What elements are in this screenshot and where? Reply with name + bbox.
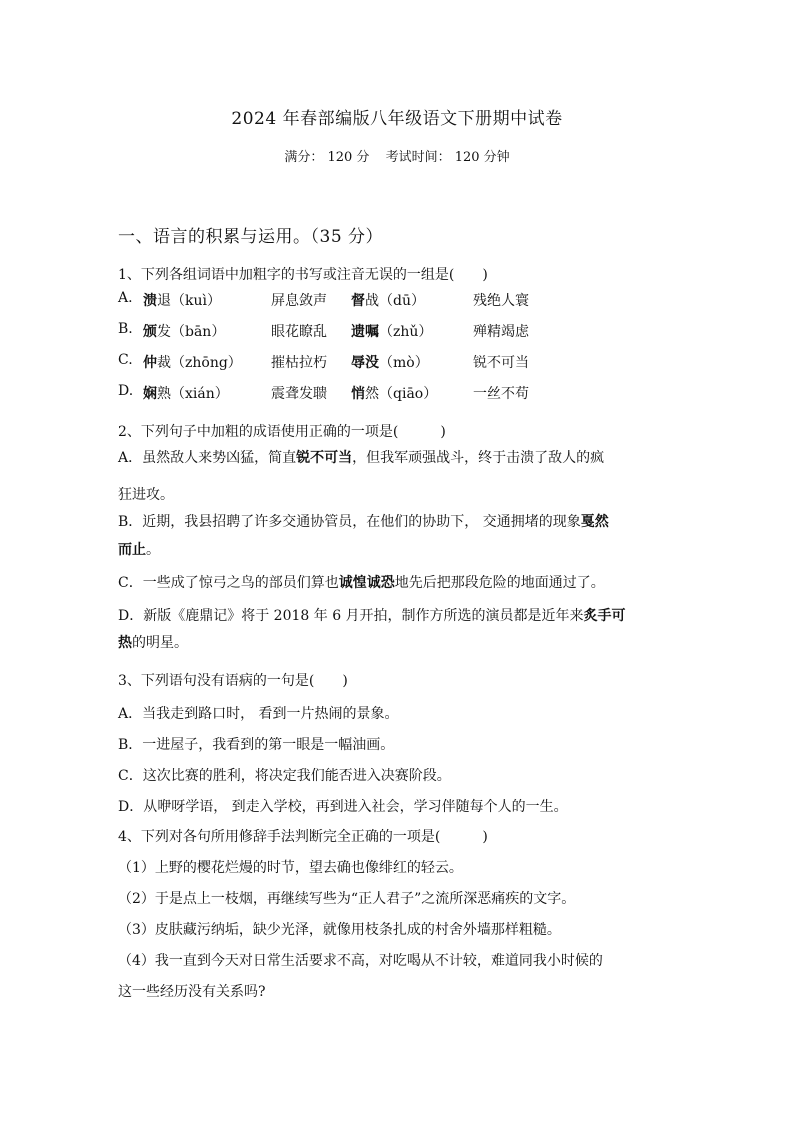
q2-option-a: A．虽然敌人来势凶猛，简直锐不可当，但我军顽强战斗，终于击溃了敌人的疯 xyxy=(118,450,605,466)
exam-time: 考试时间： 120 分钟 xyxy=(385,150,510,165)
word-2: 屏息敛声 xyxy=(271,293,327,309)
full-score: 满分： 120 分 xyxy=(284,150,370,165)
q3-option-c: C．这次比赛的胜利，将决定我们能否进入决赛阶段。 xyxy=(118,768,451,784)
section-1-title: 一、语言的积累与运用。（35 分） xyxy=(118,227,384,247)
q2-option-c: C．一些成了惊弓之鸟的部员们算也诚惶诚恐地先后把那段危险的地面通过了。 xyxy=(118,575,605,591)
q4-sentence-1: （1）上野的樱花烂熳的时节，望去确也像绯红的轻云。 xyxy=(118,860,463,876)
option-label: B. xyxy=(118,321,133,337)
option-label: C. xyxy=(118,352,133,368)
word-4: 殚精竭虑 xyxy=(473,324,529,340)
word-2: 摧枯拉朽 xyxy=(271,355,327,371)
word-1: 仲裁（zhōng） xyxy=(143,355,242,371)
q2-option-d-cont: 热的明星。 xyxy=(118,635,188,651)
q3-option-a: A．当我走到路口时， 看到一片热闹的景象。 xyxy=(118,706,399,722)
word-1: 溃退（kuì） xyxy=(143,293,221,309)
q1-stem: 1、下列各组词语中加粗字的书写或注音无误的一组是( ) xyxy=(118,267,488,283)
q4-sentence-3: （3）皮肤藏污纳垢，缺少光泽，就像用枝条扎成的村舍外墙那样粗糙。 xyxy=(118,922,561,938)
option-label: D. xyxy=(118,383,134,399)
q2-option-d: D．新版《鹿鼎记》将于 2018 年 6 月开拍，制作方所选的演员都是近年来炙手可 xyxy=(118,608,626,624)
word-3: 督战（dū） xyxy=(351,293,425,309)
q4-stem: 4、下列对各句所用修辞手法判断完全正确的一项是( ) xyxy=(118,829,488,845)
word-2: 震聋发聩 xyxy=(271,386,327,402)
q2-option-a-cont: 狂进攻。 xyxy=(118,487,174,503)
q2-option-b-cont: 而止。 xyxy=(118,542,160,558)
q2-stem: 2、下列句子中加粗的成语使用正确的一项是( ) xyxy=(118,424,446,440)
q4-sentence-2: （2）于是点上一枝烟，再继续写些为“正人君子”之流所深恶痛疾的文字。 xyxy=(118,891,576,907)
q2-option-b: B．近期，我县招聘了许多交通协管员，在他们的协助下， 交通拥堵的现象戛然 xyxy=(118,514,609,530)
word-3: 悄然（qiāo） xyxy=(351,386,438,402)
q3-stem: 3、下列语句没有语病的一句是( ) xyxy=(118,673,348,689)
q3-option-b: B．一进屋子，我看到的第一眼是一幅油画。 xyxy=(118,737,395,753)
word-4: 一丝不苟 xyxy=(473,386,529,402)
q3-option-d: D．从咿呀学语， 到走入学校，再到进入社会，学习伴随每个人的一生。 xyxy=(118,799,568,815)
word-4: 残绝人寰 xyxy=(473,293,529,309)
q4-sentence-4-cont: 这一些经历没有关系吗? xyxy=(118,984,266,1000)
option-label: A. xyxy=(118,290,133,306)
word-2: 眼花瞭乱 xyxy=(271,324,327,340)
q4-sentence-4: （4）我一直到今天对日常生活要求不高，对吃喝从不计较，难道同我小时候的 xyxy=(118,953,603,969)
word-1: 娴熟（xián） xyxy=(143,386,229,402)
word-3: 遗嘱（zhǔ） xyxy=(351,324,433,340)
exam-title: 2024 年春部编版八年级语文下册期中试卷 xyxy=(231,109,563,129)
word-1: 颁发（bān） xyxy=(143,324,226,340)
word-4: 锐不可当 xyxy=(473,355,529,371)
word-3: 辱没（mò） xyxy=(351,355,429,371)
exam-meta xyxy=(0,146,794,165)
